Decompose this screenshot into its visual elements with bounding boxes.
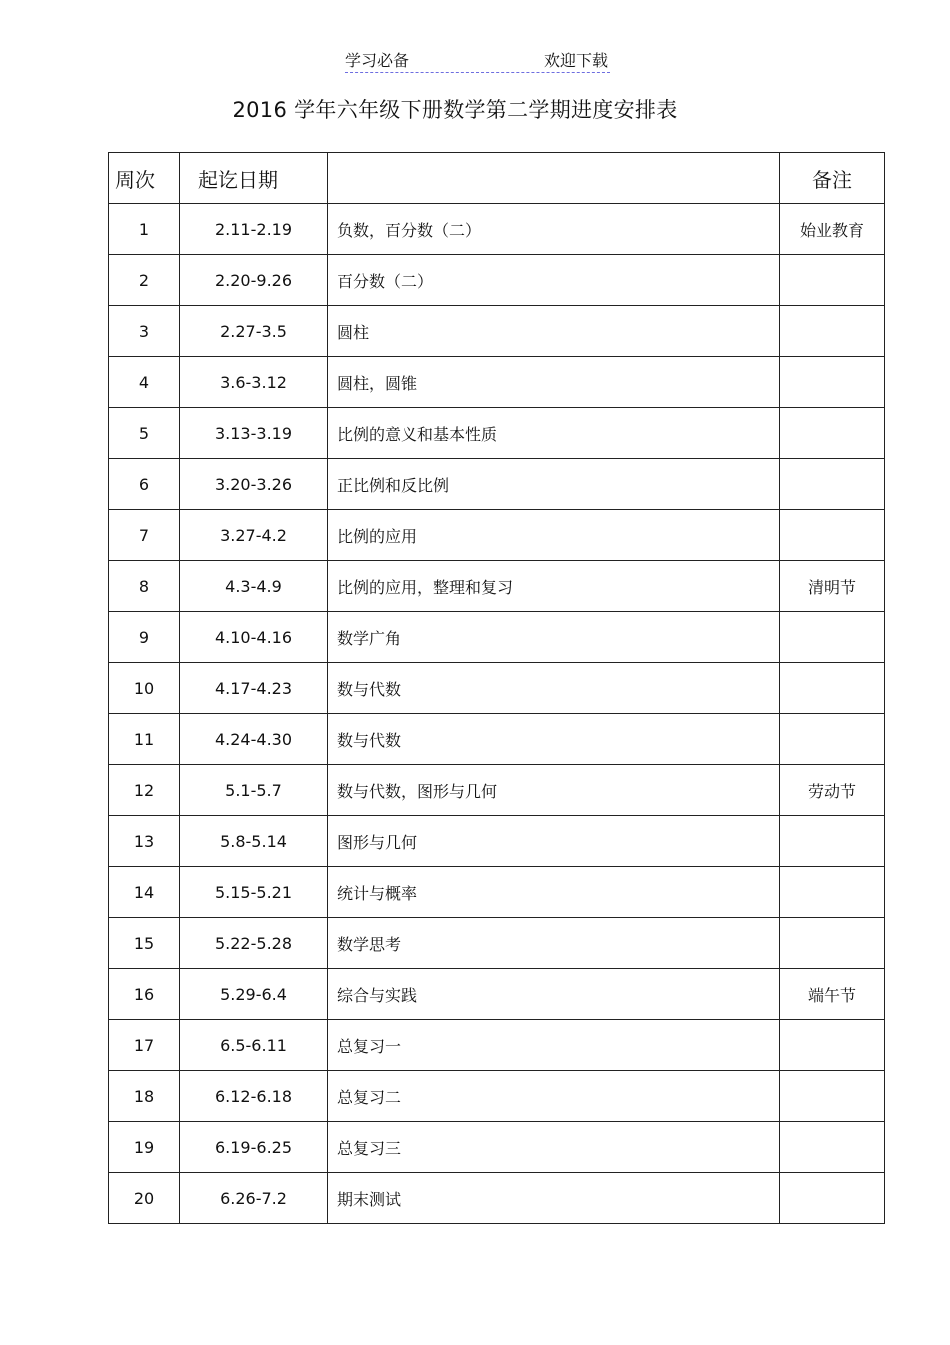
cell-date: 2.11-2.19 — [180, 204, 328, 255]
table-row — [109, 255, 885, 306]
table-row — [109, 306, 885, 357]
cell-note — [780, 1071, 885, 1122]
cell-note — [780, 306, 885, 357]
table-header-row — [109, 153, 885, 204]
table-row — [109, 663, 885, 714]
table-row — [109, 1071, 885, 1122]
table-row — [109, 816, 885, 867]
cell-content: 数学广角 — [328, 612, 780, 663]
cell-week: 15 — [109, 918, 180, 969]
table-row — [109, 561, 885, 612]
cell-week: 20 — [109, 1173, 180, 1224]
table-row — [109, 510, 885, 561]
cell-date: 6.26-7.2 — [180, 1173, 328, 1224]
cell-date: 3.20-3.26 — [180, 459, 328, 510]
cell-content: 统计与概率 — [328, 867, 780, 918]
cell-content: 总复习二 — [328, 1071, 780, 1122]
table-row — [109, 765, 885, 816]
cell-note — [780, 1020, 885, 1071]
header-right-text: 欢迎下载 — [543, 51, 608, 70]
cell-date: 4.3-4.9 — [180, 561, 328, 612]
cell-date: 5.15-5.21 — [180, 867, 328, 918]
cell-content: 圆柱 — [328, 306, 780, 357]
cell-week: 1 — [109, 204, 180, 255]
cell-week: 11 — [109, 714, 180, 765]
cell-date: 5.8-5.14 — [180, 816, 328, 867]
cell-note — [780, 816, 885, 867]
table-row — [109, 204, 885, 255]
cell-note — [780, 867, 885, 918]
cell-date: 2.27-3.5 — [180, 306, 328, 357]
cell-content: 圆柱，圆锥 — [328, 357, 780, 408]
cell-week: 19 — [109, 1122, 180, 1173]
cell-week: 5 — [109, 408, 180, 459]
cell-content: 比例的意义和基本性质 — [328, 408, 780, 459]
cell-week: 13 — [109, 816, 180, 867]
cell-date: 3.6-3.12 — [180, 357, 328, 408]
cell-date: 5.22-5.28 — [180, 918, 328, 969]
cell-note: 清明节 — [780, 561, 885, 612]
table-row — [109, 918, 885, 969]
cell-content: 百分数（二） — [328, 255, 780, 306]
cell-week: 17 — [109, 1020, 180, 1071]
cell-content: 比例的应用 — [328, 510, 780, 561]
table-row — [109, 408, 885, 459]
cell-date: 5.1-5.7 — [180, 765, 328, 816]
cell-note — [780, 663, 885, 714]
table-row — [109, 867, 885, 918]
cell-date: 6.12-6.18 — [180, 1071, 328, 1122]
cell-content: 综合与实践 — [328, 969, 780, 1020]
cell-content: 总复习一 — [328, 1020, 780, 1071]
cell-note — [780, 408, 885, 459]
column-header-week: 周次 — [109, 153, 180, 204]
cell-note — [780, 255, 885, 306]
table-body — [109, 204, 885, 1224]
cell-date: 2.20-9.26 — [180, 255, 328, 306]
cell-date: 3.13-3.19 — [180, 408, 328, 459]
cell-week: 4 — [109, 357, 180, 408]
cell-content: 数与代数，图形与几何 — [328, 765, 780, 816]
cell-week: 9 — [109, 612, 180, 663]
cell-note — [780, 459, 885, 510]
cell-note — [780, 1122, 885, 1173]
cell-content: 负数，百分数（二） — [328, 204, 780, 255]
table-row — [109, 612, 885, 663]
cell-week: 16 — [109, 969, 180, 1020]
cell-note — [780, 612, 885, 663]
cell-content: 数与代数 — [328, 714, 780, 765]
column-header-date: 起讫日期 — [180, 153, 328, 204]
cell-note: 始业教育 — [780, 204, 885, 255]
cell-content: 比例的应用，整理和复习 — [328, 561, 780, 612]
cell-content: 数学思考 — [328, 918, 780, 969]
cell-week: 14 — [109, 867, 180, 918]
cell-date: 3.27-4.2 — [180, 510, 328, 561]
cell-note — [780, 918, 885, 969]
cell-note: 端午节 — [780, 969, 885, 1020]
cell-week: 12 — [109, 765, 180, 816]
cell-content: 图形与几何 — [328, 816, 780, 867]
cell-date: 4.10-4.16 — [180, 612, 328, 663]
cell-note: 劳动节 — [780, 765, 885, 816]
table-row — [109, 1020, 885, 1071]
cell-content: 正比例和反比例 — [328, 459, 780, 510]
cell-note — [780, 1173, 885, 1224]
table-row — [109, 714, 885, 765]
table-row — [109, 1122, 885, 1173]
column-header-content — [328, 153, 780, 204]
table-row — [109, 1173, 885, 1224]
page-header — [345, 48, 610, 73]
table-row — [109, 969, 885, 1020]
cell-date: 6.19-6.25 — [180, 1122, 328, 1173]
cell-note — [780, 357, 885, 408]
cell-date: 6.5-6.11 — [180, 1020, 328, 1071]
cell-week: 6 — [109, 459, 180, 510]
cell-week: 18 — [109, 1071, 180, 1122]
schedule-table — [108, 152, 885, 1224]
cell-note — [780, 510, 885, 561]
cell-week: 2 — [109, 255, 180, 306]
cell-week: 7 — [109, 510, 180, 561]
cell-content: 总复习三 — [328, 1122, 780, 1173]
header-left-text: 学习必备 — [345, 51, 410, 70]
cell-week: 8 — [109, 561, 180, 612]
document-title: 2016 学年六年级下册数学第二学期进度安排表 — [232, 98, 678, 122]
column-header-note: 备注 — [780, 153, 885, 204]
cell-week: 3 — [109, 306, 180, 357]
table-row — [109, 459, 885, 510]
cell-note — [780, 714, 885, 765]
cell-content: 数与代数 — [328, 663, 780, 714]
cell-date: 4.17-4.23 — [180, 663, 328, 714]
cell-content: 期末测试 — [328, 1173, 780, 1224]
cell-date: 5.29-6.4 — [180, 969, 328, 1020]
cell-date: 4.24-4.30 — [180, 714, 328, 765]
table-row — [109, 357, 885, 408]
cell-week: 10 — [109, 663, 180, 714]
